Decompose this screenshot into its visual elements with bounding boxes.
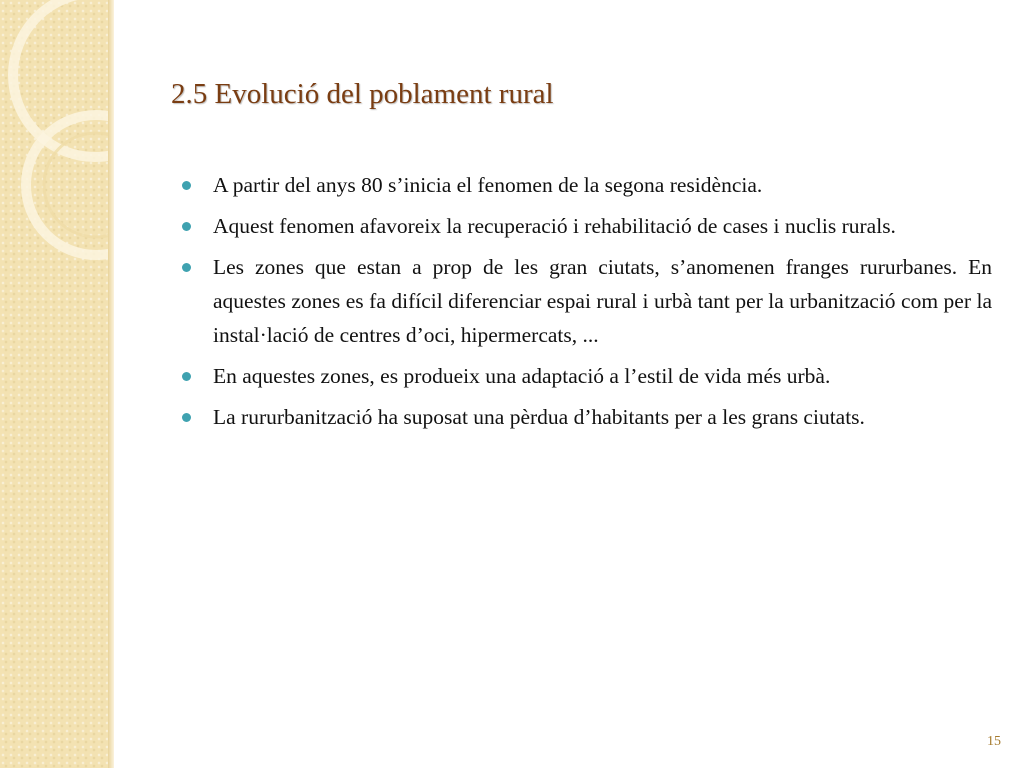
bullet-dot-icon — [182, 263, 191, 272]
bullet-text: La rururbanització ha suposat una pèrdua d’habitants per a les grans ciutats. — [213, 405, 865, 429]
page-number: 15 — [987, 734, 1001, 749]
bullet-text: A partir del anys 80 s’inicia el fenomen de la segona residència. — [213, 173, 763, 197]
bullet-item — [213, 400, 992, 434]
decorative-side-band — [0, 0, 114, 768]
bullet-dot-icon — [182, 372, 191, 381]
bullet-item — [213, 359, 992, 393]
slide-title: 2.5 Evolució del poblament rural — [171, 78, 554, 110]
decorative-circles-graphic — [0, 0, 114, 260]
bullet-text: Aquest fenomen afavoreix la recuperació i rehabilitació de cases i nuclis rurals. — [213, 214, 896, 238]
bullet-dot-icon — [182, 413, 191, 422]
bullet-list — [213, 168, 992, 441]
bullet-text: Les zones que estan a prop de les gran ciutats, s’anomenen franges rururbanes. En aquestes zones es fa difícil diferenciar espai rural i urbà tant per la urbanització com per la instal·lació de centres d’oci, hipermercats, ... — [213, 255, 992, 347]
bullet-text: En aquestes zones, es produeix una adaptació a l’estil de vida més urbà. — [213, 364, 831, 388]
bullet-item — [213, 168, 992, 202]
bullet-dot-icon — [182, 181, 191, 190]
bullet-item — [213, 209, 992, 243]
bullet-dot-icon — [182, 222, 191, 231]
bullet-item — [213, 250, 992, 352]
side-band-edge — [108, 0, 114, 768]
